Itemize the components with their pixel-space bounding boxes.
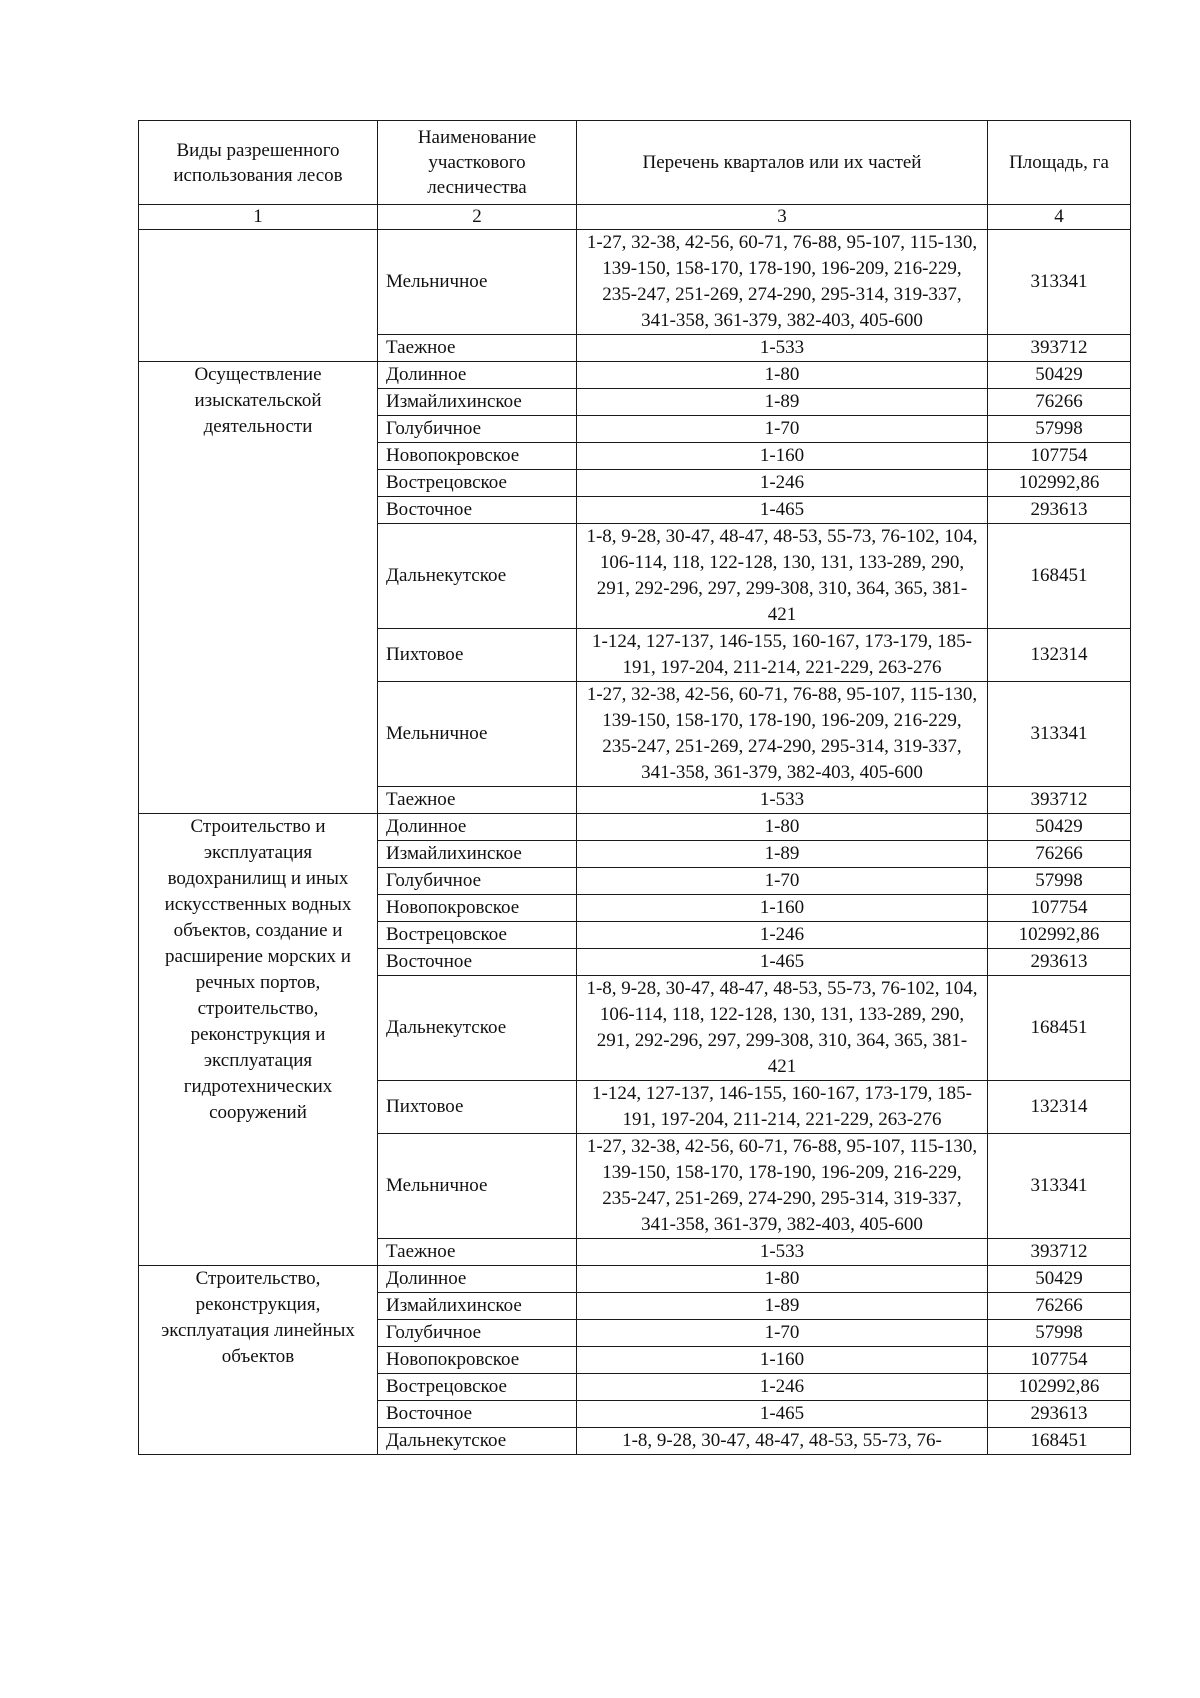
forestry-name-cell: Мельничное [378, 682, 577, 787]
quarters-cell: 1-124, 127-137, 146-155, 160-167, 173-179, 185-191, 197-204, 211-214, 221-229, 263-276 [577, 629, 988, 682]
use-type-cell: Осуществление изыскательской деятельности [139, 362, 378, 814]
header-quarters: Перечень кварталов или их частей [577, 121, 988, 205]
area-cell: 76266 [988, 389, 1131, 416]
table-body [139, 230, 1131, 1455]
header-area: Площадь, га [988, 121, 1131, 205]
quarters-cell: 1-89 [577, 841, 988, 868]
area-cell: 168451 [988, 524, 1131, 629]
area-cell: 293613 [988, 949, 1131, 976]
quarters-cell: 1-533 [577, 1239, 988, 1266]
forestry-name-cell: Измайлихинское [378, 1293, 577, 1320]
column-number: 2 [378, 205, 577, 230]
table-row [139, 1266, 1131, 1293]
area-cell: 313341 [988, 1134, 1131, 1239]
column-number: 3 [577, 205, 988, 230]
area-cell: 107754 [988, 1347, 1131, 1374]
forestry-name-cell: Дальнекутское [378, 524, 577, 629]
area-cell: 102992,86 [988, 922, 1131, 949]
area-cell: 393712 [988, 1239, 1131, 1266]
column-number-row [139, 205, 1131, 230]
column-number: 4 [988, 205, 1131, 230]
forestry-name-cell: Долинное [378, 814, 577, 841]
area-cell: 57998 [988, 1320, 1131, 1347]
quarters-cell: 1-465 [577, 949, 988, 976]
forestry-name-cell: Голубичное [378, 1320, 577, 1347]
quarters-cell: 1-27, 32-38, 42-56, 60-71, 76-88, 95-107, 115-130, 139-150, 158-170, 178-190, 196-209, 216-229, 235-247, 251-269, 274-290, 295-314, 319-337, 341-358, 361-379, 382-403, 405-600 [577, 230, 988, 335]
forestry-name-cell: Вострецовское [378, 922, 577, 949]
forestry-name-cell: Дальнекутское [378, 1428, 577, 1455]
forest-use-table [138, 120, 1131, 1455]
forestry-name-cell: Таежное [378, 1239, 577, 1266]
column-number: 1 [139, 205, 378, 230]
table-row [139, 362, 1131, 389]
quarters-cell: 1-70 [577, 868, 988, 895]
quarters-cell: 1-246 [577, 470, 988, 497]
quarters-cell: 1-533 [577, 787, 988, 814]
forestry-name-cell: Дальнекутское [378, 976, 577, 1081]
area-cell: 107754 [988, 443, 1131, 470]
quarters-cell: 1-80 [577, 1266, 988, 1293]
forestry-name-cell: Измайлихинское [378, 389, 577, 416]
forestry-name-cell: Пихтовое [378, 629, 577, 682]
forestry-name-cell: Новопокровское [378, 895, 577, 922]
area-cell: 132314 [988, 629, 1131, 682]
area-cell: 313341 [988, 230, 1131, 335]
forestry-name-cell: Мельничное [378, 1134, 577, 1239]
quarters-cell: 1-8, 9-28, 30-47, 48-47, 48-53, 55-73, 76- [577, 1428, 988, 1455]
table-row [139, 814, 1131, 841]
forestry-name-cell: Таежное [378, 787, 577, 814]
forestry-name-cell: Долинное [378, 362, 577, 389]
area-cell: 132314 [988, 1081, 1131, 1134]
quarters-cell: 1-160 [577, 1347, 988, 1374]
forestry-name-cell: Долинное [378, 1266, 577, 1293]
forestry-name-cell: Голубичное [378, 868, 577, 895]
document-page [138, 120, 1130, 1455]
area-cell: 168451 [988, 976, 1131, 1081]
use-type-cell: Строительство и эксплуатация водохранилищ и иных искусственных водных объектов, создание и расширение морских и речных портов, строительство, реконструкция и эксплуатация гидротехнических сооружений [139, 814, 378, 1266]
area-cell: 57998 [988, 868, 1131, 895]
quarters-cell: 1-70 [577, 416, 988, 443]
quarters-cell: 1-8, 9-28, 30-47, 48-47, 48-53, 55-73, 76-102, 104, 106-114, 118, 122-128, 130, 131, 133-289, 290, 291, 292-296, 297, 299-308, 310, 364, 365, 381-421 [577, 524, 988, 629]
area-cell: 50429 [988, 362, 1131, 389]
table-row [139, 230, 1131, 335]
forestry-name-cell: Голубичное [378, 416, 577, 443]
area-cell: 168451 [988, 1428, 1131, 1455]
forestry-name-cell: Восточное [378, 1401, 577, 1428]
header-use-type: Виды разрешенного использования лесов [139, 121, 378, 205]
forestry-name-cell: Новопокровское [378, 443, 577, 470]
quarters-cell: 1-27, 32-38, 42-56, 60-71, 76-88, 95-107, 115-130, 139-150, 158-170, 178-190, 196-209, 216-229, 235-247, 251-269, 274-290, 295-314, 319-337, 341-358, 361-379, 382-403, 405-600 [577, 682, 988, 787]
quarters-cell: 1-8, 9-28, 30-47, 48-47, 48-53, 55-73, 76-102, 104, 106-114, 118, 122-128, 130, 131, 133-289, 290, 291, 292-296, 297, 299-308, 310, 364, 365, 381-421 [577, 976, 988, 1081]
area-cell: 293613 [988, 1401, 1131, 1428]
forestry-name-cell: Вострецовское [378, 1374, 577, 1401]
quarters-cell: 1-80 [577, 362, 988, 389]
header-forestry-name: Наименование участкового лесничества [378, 121, 577, 205]
area-cell: 102992,86 [988, 470, 1131, 497]
area-cell: 57998 [988, 416, 1131, 443]
quarters-cell: 1-27, 32-38, 42-56, 60-71, 76-88, 95-107, 115-130, 139-150, 158-170, 178-190, 196-209, 216-229, 235-247, 251-269, 274-290, 295-314, 319-337, 341-358, 361-379, 382-403, 405-600 [577, 1134, 988, 1239]
quarters-cell: 1-246 [577, 1374, 988, 1401]
area-cell: 50429 [988, 814, 1131, 841]
forestry-name-cell: Вострецовское [378, 470, 577, 497]
area-cell: 293613 [988, 497, 1131, 524]
quarters-cell: 1-70 [577, 1320, 988, 1347]
quarters-cell: 1-465 [577, 1401, 988, 1428]
area-cell: 76266 [988, 1293, 1131, 1320]
forestry-name-cell: Мельничное [378, 230, 577, 335]
area-cell: 393712 [988, 787, 1131, 814]
quarters-cell: 1-465 [577, 497, 988, 524]
forestry-name-cell: Новопокровское [378, 1347, 577, 1374]
area-cell: 393712 [988, 335, 1131, 362]
quarters-cell: 1-89 [577, 1293, 988, 1320]
quarters-cell: 1-160 [577, 895, 988, 922]
forestry-name-cell: Таежное [378, 335, 577, 362]
quarters-cell: 1-160 [577, 443, 988, 470]
area-cell: 76266 [988, 841, 1131, 868]
area-cell: 102992,86 [988, 1374, 1131, 1401]
area-cell: 50429 [988, 1266, 1131, 1293]
header-row [139, 121, 1131, 205]
use-type-cell: Строительство, реконструкция, эксплуатация линейных объектов [139, 1266, 378, 1455]
forestry-name-cell: Восточное [378, 949, 577, 976]
quarters-cell: 1-246 [577, 922, 988, 949]
quarters-cell: 1-80 [577, 814, 988, 841]
quarters-cell: 1-124, 127-137, 146-155, 160-167, 173-179, 185-191, 197-204, 211-214, 221-229, 263-276 [577, 1081, 988, 1134]
area-cell: 107754 [988, 895, 1131, 922]
quarters-cell: 1-89 [577, 389, 988, 416]
forestry-name-cell: Пихтовое [378, 1081, 577, 1134]
forestry-name-cell: Измайлихинское [378, 841, 577, 868]
quarters-cell: 1-533 [577, 335, 988, 362]
use-type-cell [139, 230, 378, 362]
area-cell: 313341 [988, 682, 1131, 787]
forestry-name-cell: Восточное [378, 497, 577, 524]
